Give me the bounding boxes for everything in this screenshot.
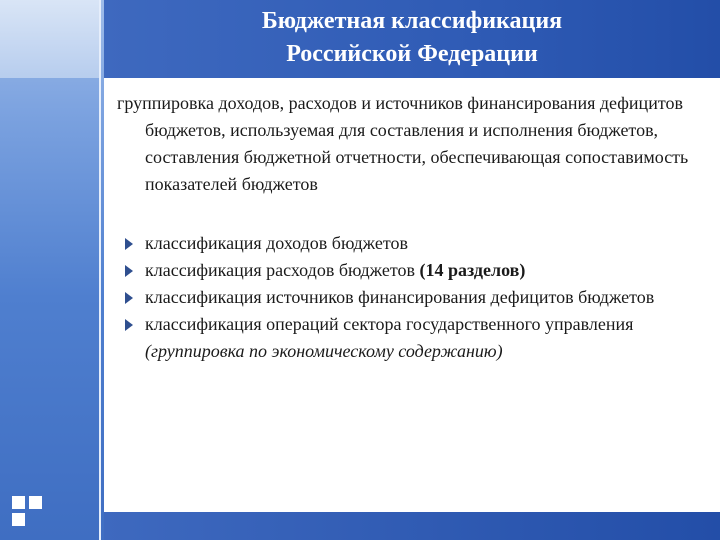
- left-band-divider: [99, 0, 101, 540]
- top-left-tile: [0, 0, 100, 78]
- list-item-text: классификация источников финансирования дефицитов бюджетов: [145, 287, 655, 307]
- list-item-text: классификация доходов бюджетов: [145, 233, 408, 253]
- list-item-italic-note: (группировка по экономическому содержанию): [145, 341, 503, 361]
- triangle-bullet-icon: [125, 238, 133, 250]
- slide-title-line-2: Российской Федерации: [286, 41, 538, 67]
- definition-paragraph: группировка доходов, расходов и источников финансирования дефицитов бюджетов, используемая для составления и исполнения бюджетов, составления бюджетной отчетности, обеспечивающая сопоставимость показателей бюджетов: [117, 93, 689, 194]
- triangle-bullet-icon: [125, 265, 133, 277]
- left-decorative-band: [0, 0, 104, 540]
- bottom-bar: [104, 512, 720, 540]
- list-item-income: [117, 230, 697, 257]
- slide-title-line-1: Бюджетная классификация: [261, 8, 563, 34]
- triangle-bullet-icon: [125, 319, 133, 331]
- list-item-expenses: [117, 257, 697, 284]
- list-item-financing-sources: [117, 284, 697, 311]
- title-bar-rule: [104, 78, 720, 81]
- triangle-bullet-icon: [125, 292, 133, 304]
- slide-title: [104, 5, 720, 71]
- slide-content: [117, 90, 697, 365]
- list-item-bold-note: (14 разделов): [419, 260, 526, 280]
- list-item-text: классификация расходов бюджетов: [145, 260, 420, 280]
- classification-list: [117, 230, 697, 365]
- list-item-government-operations: [117, 311, 697, 365]
- logo-squares-icon: [12, 496, 46, 530]
- list-item-text: классификация операций сектора государственного управления: [145, 314, 634, 334]
